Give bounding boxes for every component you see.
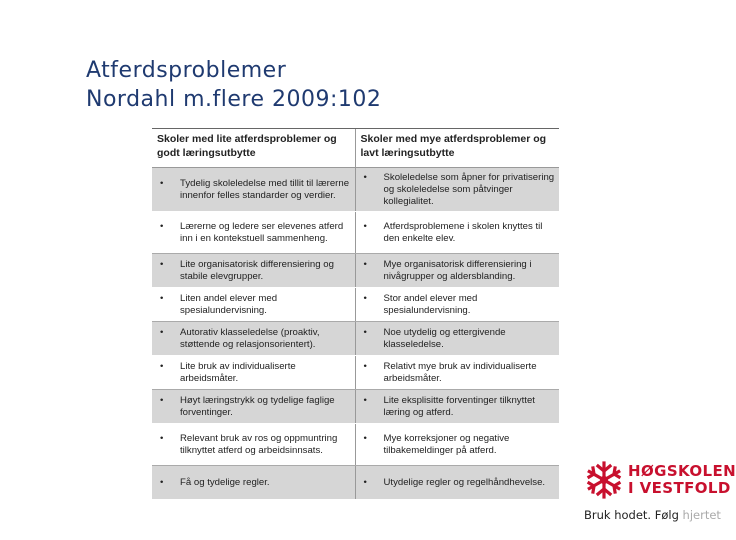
cell-left: Høyt læringstrykk og tydelige faglige forventinger. bbox=[180, 394, 335, 418]
bullet-icon: • bbox=[160, 432, 164, 444]
table-row bbox=[152, 212, 559, 254]
bullet-icon: • bbox=[160, 258, 164, 270]
college-logo bbox=[584, 460, 736, 532]
cell-left: Tydelig skoleledelse med tillit til lærerne innenfor felles standarder og verdier. bbox=[180, 177, 350, 201]
cell-right: Utydelige regler og regelhåndhevelse. bbox=[383, 476, 546, 488]
table-row bbox=[152, 424, 559, 466]
slide-title-line-1: Atferdsproblemer bbox=[86, 58, 287, 83]
slide-title-line-2: Nordahl m.flere 2009:102 bbox=[86, 87, 382, 112]
cell-right: Mye korreksjoner og negative tilbakemeldinger på atferd. bbox=[383, 432, 510, 456]
table-row bbox=[152, 356, 559, 390]
bullet-icon: • bbox=[160, 220, 164, 232]
logo-slogan: Bruk hodet. Følg hjertet bbox=[584, 508, 721, 522]
bullet-icon: • bbox=[363, 326, 367, 338]
cell-left: Lite organisatorisk differensiering og stabile elevgrupper. bbox=[180, 258, 334, 282]
slide-title bbox=[86, 56, 381, 114]
cell-left: Liten andel elever med spesialundervisning. bbox=[180, 292, 278, 316]
bullet-icon: • bbox=[160, 476, 164, 488]
bullet-icon: • bbox=[160, 177, 164, 189]
table-row bbox=[152, 390, 559, 424]
bullet-icon: • bbox=[160, 394, 164, 406]
cell-left: Relevant bruk av ros og oppmuntring tilknyttet atferd og arbeidsinnsats. bbox=[180, 432, 338, 456]
table-row bbox=[152, 466, 559, 500]
header-right: Skoler med mye atferdsproblemer og lavt læringsutbytte bbox=[355, 129, 559, 168]
header-left: Skoler med lite atferdsproblemer og godt læringsutbytte bbox=[152, 129, 355, 168]
bullet-icon: • bbox=[363, 360, 367, 372]
cell-left: Autorativ klasseledelse (proaktiv, støttende og relasjonsorientert). bbox=[180, 326, 320, 350]
bullet-icon: • bbox=[363, 220, 367, 232]
cell-left: Få og tydelige regler. bbox=[180, 476, 270, 488]
snowflake-logo-icon bbox=[584, 460, 624, 500]
cell-right: Atferdsproblemene i skolen knyttes til den enkelte elev. bbox=[383, 220, 543, 244]
bullet-icon: • bbox=[363, 394, 367, 406]
cell-right: Relativt mye bruk av individualiserte arbeidsmåter. bbox=[383, 360, 537, 384]
table-row bbox=[152, 168, 559, 212]
bullet-icon: • bbox=[363, 292, 367, 304]
cell-right: Skoleledelse som åpner for privatisering og skoleledelse som påtvinger kollegialitet. bbox=[383, 171, 555, 207]
cell-left: Lærerne og ledere ser elevenes atferd inn i en kontekstuell sammenheng. bbox=[180, 220, 344, 244]
table-row bbox=[152, 288, 559, 322]
cell-right: Stor andel elever med spesialundervisning. bbox=[383, 292, 478, 316]
cell-left: Lite bruk av individualiserte arbeidsmåter. bbox=[180, 360, 296, 384]
bullet-icon: • bbox=[363, 258, 367, 270]
cell-right: Lite eksplisitte forventinger tilknyttet læring og atferd. bbox=[383, 394, 535, 418]
bullet-icon: • bbox=[160, 360, 164, 372]
bullet-icon: • bbox=[363, 476, 367, 488]
logo-wordmark: HØGSKOLEN I VESTFOLD bbox=[628, 462, 736, 497]
bullet-icon: • bbox=[363, 432, 367, 444]
table-row bbox=[152, 322, 559, 356]
bullet-icon: • bbox=[363, 171, 367, 183]
bullet-icon: • bbox=[160, 326, 164, 338]
bullet-icon: • bbox=[160, 292, 164, 304]
comparison-table bbox=[152, 128, 559, 500]
cell-right: Noe utydelig og ettergivende klasseledelse. bbox=[383, 326, 506, 350]
cell-right: Mye organisatorisk differensiering i nivågrupper og aldersblanding. bbox=[383, 258, 532, 282]
table-row bbox=[152, 254, 559, 288]
